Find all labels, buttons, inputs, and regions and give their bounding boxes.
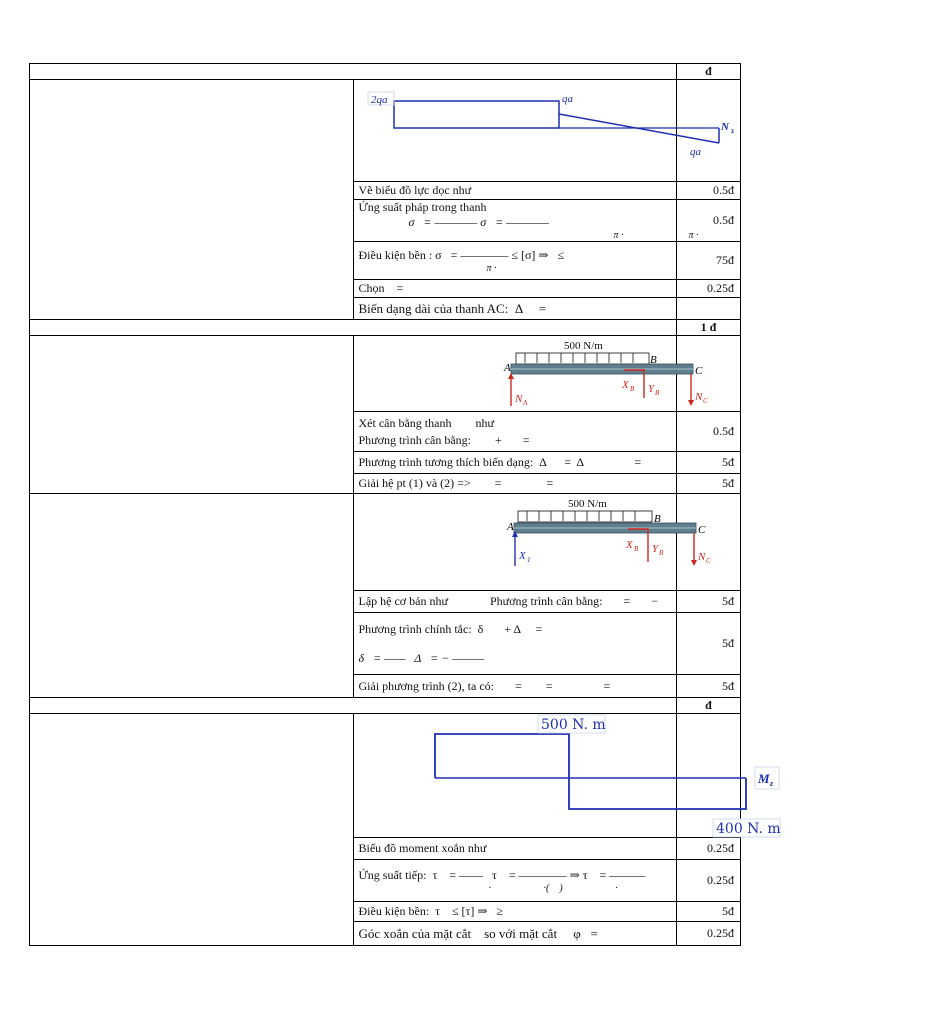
torque-diagram-cell: [353, 714, 781, 838]
s1-row-3-cell: [353, 242, 677, 280]
beam-diagram-2-cell: [353, 494, 711, 591]
label-C: C: [694, 365, 702, 377]
s3-row-1-text: Lập hệ cơ bản như Phương trình cân bằng: = −: [353, 591, 677, 613]
s2-row-2-score: 5đ: [677, 452, 741, 474]
distributed-load-2: [518, 511, 652, 522]
s2-row-1-text2: Phương trình cân bằng: + =: [358, 432, 530, 447]
s1-row-1-score: 0.5đ: [677, 182, 741, 200]
label-400Nm: 400 N. m: [715, 821, 781, 837]
section1-diagram-row: [30, 80, 741, 182]
beam-diagram-1-cell: [353, 336, 708, 412]
axis-label-M: M: [757, 771, 770, 786]
s4-row-3-score: 5đ: [677, 902, 741, 922]
label-NA: N: [514, 393, 522, 405]
label-B: B: [649, 354, 657, 366]
label-qa-mid: qa: [561, 93, 573, 105]
label-YB-sub-2: B: [658, 549, 663, 557]
axis-label-N-sub: z: [730, 127, 734, 135]
s4-row-2-text: Ứng suất tiếp: τ = —— τ = ———— ⇒ τ = ———: [358, 867, 646, 882]
label-YB-sub: B: [654, 389, 659, 397]
beam-diagram-2: [354, 494, 929, 590]
label-C-2: C: [697, 524, 705, 536]
label-500Nm: 500 N. m: [540, 717, 606, 733]
s1-row-2-math-b: π · π ·: [613, 230, 699, 241]
s2-row-3-score: 5đ: [677, 474, 741, 494]
label-NA-sub: A: [522, 399, 527, 407]
s4-row-4-score: 0.25đ: [677, 922, 741, 946]
s1-row-2-math: σ = ———— σ = ————: [408, 215, 549, 229]
label-B-2: B: [653, 513, 661, 525]
s1-row-2-cell: [353, 200, 699, 242]
negative-block: [569, 778, 746, 809]
label-qa-right: qa: [689, 146, 701, 158]
s1-row-1-text: Vẽ biểu đồ lực dọc như: [353, 182, 677, 200]
label-XB-sub-2: B: [633, 545, 638, 553]
section3-diagram-row: [30, 494, 741, 591]
distributed-load: [516, 353, 649, 364]
s4-row-4-text: Góc xoắn của mặt cắt so với mặt cắt φ =: [353, 922, 677, 946]
load-label-2: 500 N/m: [567, 498, 607, 510]
s2-row-1-text: Xét cân bằng thanh như: [358, 415, 494, 430]
s3-row-3-text: Giải phương trình (2), ta có: = = =: [353, 675, 677, 698]
s4-row-3-text: Điều kiện bền: τ ≤ [τ] ⇒ ≥: [353, 902, 677, 922]
label-NC: N: [694, 391, 702, 403]
label-NC-sub: C: [702, 397, 708, 405]
s3-row-1-score: 5đ: [677, 591, 741, 613]
s3-row-3-score: 5đ: [677, 675, 741, 698]
s1-row-3-score: 75đ: [677, 242, 741, 280]
s1-row-2-score: 0.5đ: [677, 200, 741, 242]
s1-row-5-text: Biến dạng dài của thanh AC: Δ =: [353, 298, 677, 320]
s1-row-2-text: Ứng suất pháp trong thanh: [358, 200, 487, 214]
label-A-2: A: [506, 521, 514, 533]
s3-row-2-score: 5đ: [677, 613, 741, 675]
s1-row-3-text: Điều kiện bền : σ = ———— ≤ [σ] ⇒ ≤: [358, 247, 565, 262]
load-arrows: [525, 353, 633, 363]
label-A: A: [503, 362, 511, 374]
s2-row-3-text: Giải hệ pt (1) và (2) => = =: [353, 474, 677, 494]
section2-points: 1 đ: [677, 320, 741, 336]
s4-row-2-math-b: · ·( ) ·: [488, 882, 618, 894]
label-YB: Y: [647, 383, 654, 395]
positive-block: [435, 734, 569, 778]
label-XB: X: [621, 379, 629, 391]
s1-row-3-math-b: π ·: [486, 262, 497, 274]
s4-row-2-cell: [353, 860, 677, 902]
axis-label-M-sub: z: [769, 779, 773, 788]
section4-header-row: [30, 698, 741, 714]
label-XB-2: X: [625, 539, 633, 551]
answer-table: [29, 63, 781, 946]
compression-block: [394, 101, 559, 128]
section2-diagram-row: [30, 336, 741, 412]
label-NC-sub-2: C: [705, 557, 711, 565]
section4-points: đ: [677, 698, 741, 714]
section1-header-row: [30, 64, 741, 80]
label-X1-sub: 1: [526, 556, 530, 564]
label-X1: X: [518, 550, 526, 562]
torque-diagram: [354, 714, 929, 837]
label-2qa: 2qa: [370, 94, 387, 106]
s2-row-1-cell: [353, 412, 677, 452]
beam-diagram-1: [354, 336, 929, 411]
load-arrows-2: [527, 511, 635, 521]
label-NC-2: N: [697, 551, 705, 563]
axial-force-diagram: [354, 80, 929, 181]
s4-row-2-score: 0.25đ: [677, 860, 741, 902]
s2-row-1-score: 0.5đ: [677, 412, 741, 452]
s4-row-1-score: 0.25đ: [677, 838, 741, 860]
s1-row-4-text: Chọn =: [353, 280, 677, 298]
s2-row-2-text: Phương trình tương thích biến dạng: Δ = Δ =: [353, 452, 677, 474]
s1-row-5-score: [677, 298, 741, 320]
load-label: 500 N/m: [563, 340, 603, 352]
axial-force-diagram-cell: [353, 80, 734, 182]
label-XB-sub: B: [629, 385, 634, 393]
section1-points: đ: [677, 64, 741, 80]
section2-header-row: [30, 320, 741, 336]
s1-row-4-score: 0.25đ: [677, 280, 741, 298]
s3-row-2-cell: [353, 613, 677, 675]
axis-label-N: N: [720, 121, 729, 133]
s3-row-2-text: Phương trình chính tắc: δ + Δ =: [358, 621, 543, 636]
s4-row-1-text: Biểu đồ moment xoắn như: [353, 838, 677, 860]
label-YB-2: Y: [651, 543, 658, 555]
s3-row-2-text2: δ = —— Δ = − ———: [358, 650, 485, 665]
section4-diagram-row: [30, 714, 741, 838]
